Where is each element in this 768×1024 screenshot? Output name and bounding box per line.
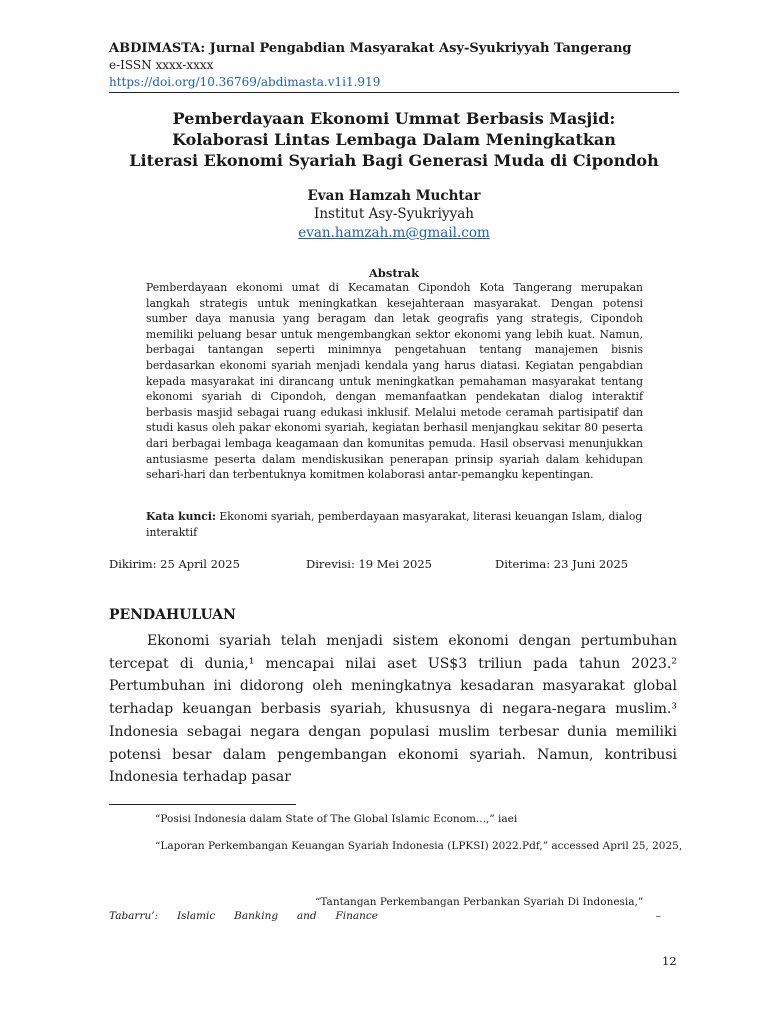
footnote-1: “Posisi Indonesia dalam State of The Global Islamic Econom...,” iaei <box>155 813 518 825</box>
footnote-word: and <box>296 910 317 922</box>
issn: e-ISSN xxxx-xxxx <box>109 58 214 72</box>
author-affiliation: Institut Asy-Syukriyyah <box>314 206 474 222</box>
footnote-3-source <box>109 910 661 922</box>
header-divider <box>109 92 679 93</box>
footnote-dash: – <box>655 910 661 922</box>
footnote-3: “Tantangan Perkembangan Perbankan Syariah Di Indonesia,” <box>315 896 644 908</box>
footnote-word: Banking <box>234 910 279 922</box>
footnote-2: “Laporan Perkembangan Keuangan Syariah Indonesia (LPKSI) 2022.Pdf,” accessed April 25, 2025, <box>155 840 683 852</box>
author-name: Evan Hamzah Muchtar <box>307 188 481 204</box>
section-heading: PENDAHULUAN <box>109 607 236 623</box>
keywords-list: Ekonomi syariah, pemberdayaan masyarakat, literasi keuangan Islam, dialog interaktif <box>146 510 643 539</box>
journal-title: ABDIMASTA: Jurnal Pengabdian Masyarakat Asy-Syukriyyah Tangerang <box>109 41 632 56</box>
footnote-word: Tabarru’: <box>109 910 159 922</box>
footnote-divider <box>109 804 296 805</box>
keywords <box>146 509 643 540</box>
author-email-link[interactable]: evan.hamzah.m@gmail.com <box>298 225 490 241</box>
date-revised: Direvisi: 19 Mei 2025 <box>306 557 432 571</box>
footnote-word: Finance <box>335 910 379 922</box>
abstract-heading: Abstrak <box>368 266 420 280</box>
doi-link[interactable]: https://doi.org/10.36769/abdimasta.v1i1.919 <box>109 75 381 89</box>
body-text <box>109 630 677 789</box>
abstract-text: Pemberdayaan ekonomi umat di Kecamatan Cipondoh Kota Tangerang merupakan langkah strategis untuk meningkatkan kesejahteraan masyarakat. Dengan potensi sumber daya manusia yang beragam dan letak geografis yang strategis, Cipondoh memiliki peluang besar untuk mengembangkan sektor ekonomi yang lebih kuat. Namun, berbagai tantangan seperti minimnya pengetahuan tentang manajemen bisnis berdasarkan ekonomi syariah menjadi kendala yang harus diatasi. Kegiatan pengabdian kepada masyarakat ini dirancang untuk meningkatkan pemahaman masyarakat tentang ekonomi syariah di Cipondoh, dengan memanfaatkan pendekatan dialog interaktif berbasis masjid sebagai ruang edukasi inklusif. Melalui metode ceramah partisipatif dan studi kasus oleh pakar ekonomi syariah, kegiatan berhasil menjangkau sekitar 80 peserta dari berbagai lembaga keagamaan dan komunitas pemuda. Hasil observasi menunjukkan antusiasme peserta dalam mendiskusikan penerapan prinsip syariah dalam kehidupan sehari-hari dan terbentuknya komitmen kolaborasi antar-pemangku kepentingan. <box>146 281 643 482</box>
paragraph: Ekonomi syariah telah menjadi sistem ekonomi dengan pertumbuhan tercepat di dunia,¹ mencapai nilai aset US$3 triliun pada tahun 2023.² Pertumbuhan ini didorong oleh meningkatnya kesadaran masyarakat global terhadap keuangan berbasis syariah, khususnya di negara-negara muslim.³ Indonesia sebagai negara dengan populasi muslim terbesar dunia memiliki potensi besar dalam pengembangan ekonomi syariah. Namun, kontribusi Indonesia terhadap pasar <box>109 633 677 786</box>
title-line: Kolaborasi Lintas Lembaga Dalam Meningkatkan <box>172 130 616 149</box>
date-submitted: Dikirim: 25 April 2025 <box>109 557 240 571</box>
page-number: 12 <box>662 954 677 968</box>
footnote-word: Islamic <box>176 910 216 922</box>
date-accepted: Diterima: 23 Juni 2025 <box>495 557 629 571</box>
title-line: Pemberdayaan Ekonomi Ummat Berbasis Masjid: <box>172 109 616 128</box>
title-line: Literasi Ekonomi Syariah Bagi Generasi Muda di Cipondoh <box>129 151 659 170</box>
keywords-label: Kata kunci: <box>146 510 216 523</box>
article-title <box>100 108 688 171</box>
